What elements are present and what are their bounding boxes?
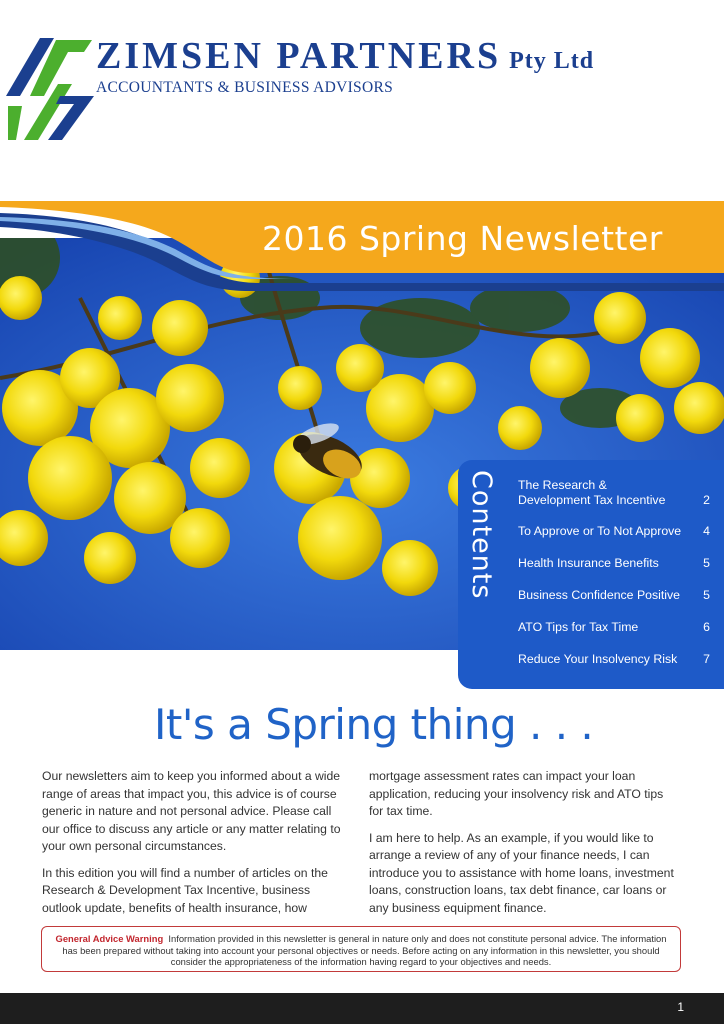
warning-text: Information provided in this newsletter is general in nature only and does not constitute personal advice. The information has been prepared without taking into account your personal objectives or needs. Before acting on any information in this newsletter, you should consider the appropriateness of the information having regard to your objectives and needs. — [62, 933, 667, 968]
firm-name — [96, 36, 594, 81]
toc-item-title: The Research & Development Tax Incentive — [518, 478, 666, 507]
article-column-left — [42, 768, 347, 926]
toc-item[interactable] — [518, 588, 710, 603]
general-advice-warning — [41, 926, 681, 972]
article-column-right — [369, 768, 674, 926]
toc-item-page: 4 — [703, 524, 710, 538]
warning-label: General Advice Warning — [55, 933, 164, 944]
toc-item-title: ATO Tips for Tax Time — [518, 620, 639, 634]
contents-label — [463, 470, 503, 640]
firm-suffix: Pty Ltd — [509, 48, 595, 74]
logo-mark-icon — [4, 36, 96, 144]
article-headline: It's a Spring thing . . . — [154, 700, 594, 749]
article-paragraph: mortgage assessment rates can impact your loan application, reducing your insolvency risk and ATO tips for tax time. — [369, 769, 664, 818]
toc-item[interactable] — [518, 524, 710, 539]
table-of-contents — [518, 478, 710, 667]
firm-tagline: ACCOUNTANTS & BUSINESS ADVISORS — [96, 79, 394, 96]
toc-item-title: Health Insurance Benefits — [518, 556, 659, 570]
toc-item-page: 5 — [703, 588, 710, 602]
toc-item-title: Business Confidence Positive — [518, 588, 680, 602]
toc-item[interactable] — [518, 652, 710, 667]
footer-bar — [0, 993, 724, 1024]
toc-item-page: 2 — [703, 493, 710, 507]
article-paragraph: In this edition you will find a number of articles on the Research & Development Tax Incentive, business outlook update, benefits of health insurance, how — [42, 865, 328, 915]
contents-label-text: Contents — [466, 470, 497, 600]
article-paragraph: Our newsletters aim to keep you informed about a wide range of areas that impact you, this advice is of course generic in nature and not personal advice. Please call our office to discuss any article or any matter relating to your own personal circumstances. — [42, 769, 341, 853]
toc-item-page: 6 — [703, 620, 710, 634]
firm-name-text: ZIMSEN PARTNERS — [96, 35, 502, 77]
toc-item[interactable] — [518, 478, 710, 508]
article-paragraph: I am here to help. As an example, if you would like to arrange a review of any of your finance needs, I can introduce you to assistance with home loans, investment loans, construction loans, tax debt finance, car loans or any business equipment finance. — [369, 830, 674, 915]
toc-item-page: 7 — [703, 652, 710, 666]
toc-item[interactable] — [518, 556, 710, 571]
toc-item[interactable] — [518, 620, 710, 635]
toc-item-title: Reduce Your Insolvency Risk — [518, 652, 678, 666]
page-number: 1 — [677, 1000, 684, 1014]
banner-title: 2016 Spring Newsletter — [262, 219, 663, 258]
toc-item-page: 5 — [703, 556, 710, 570]
toc-item-title: To Approve or To Not Approve — [518, 524, 682, 538]
